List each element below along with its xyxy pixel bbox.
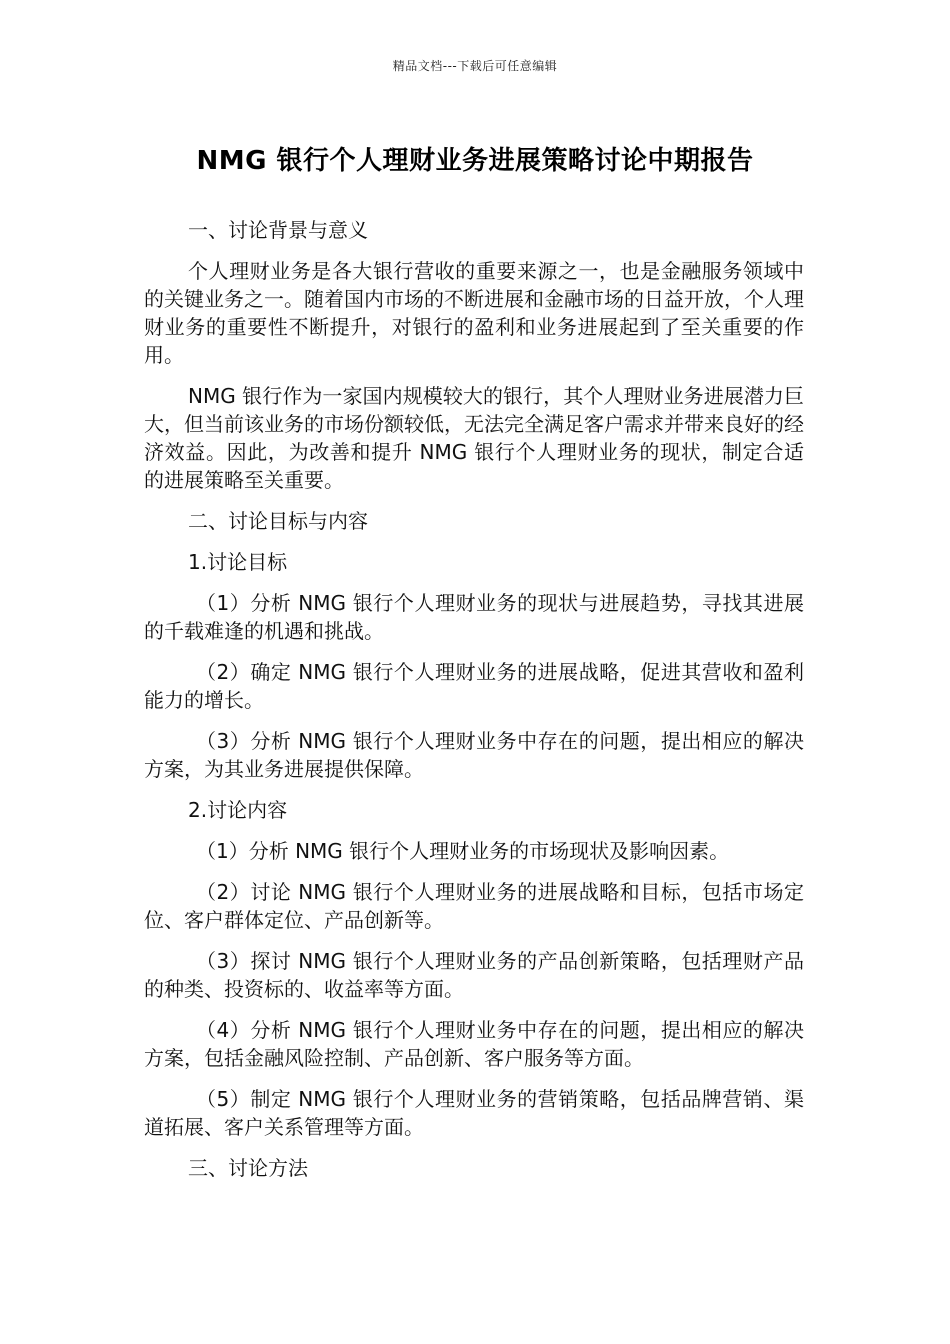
subsection-heading-content: 2.讨论内容 bbox=[188, 798, 288, 822]
section-heading-background: 一、讨论背景与意义 bbox=[188, 218, 368, 242]
section-heading-goals: 二、讨论目标与内容 bbox=[188, 509, 368, 533]
document-body bbox=[144, 216, 804, 1195]
body-paragraph: 个人理财业务是各大银行营收的重要来源之一，也是金融服务领域中的关键业务之一。随着国内市场的不断进展和金融市场的日益开放，个人理财业务的重要性不断提升，对银行的盈利和业务进展起到了至关重要的作用。 bbox=[144, 259, 804, 367]
list-item: （1）分析 NMG 银行个人理财业务的现状与进展趋势，寻找其进展的千载难逢的机遇和挑战。 bbox=[144, 591, 804, 643]
list-item: （2）确定 NMG 银行个人理财业务的进展战略，促进其营收和盈利能力的增长。 bbox=[144, 660, 804, 712]
list-item: （3）分析 NMG 银行个人理财业务中存在的问题，提出相应的解决方案，为其业务进展提供保障。 bbox=[144, 729, 804, 781]
list-item: （4）分析 NMG 银行个人理财业务中存在的问题，提出相应的解决方案，包括金融风险控制、产品创新、客户服务等方面。 bbox=[144, 1018, 804, 1070]
list-item: （2）讨论 NMG 银行个人理财业务的进展战略和目标，包括市场定位、客户群体定位、产品创新等。 bbox=[144, 880, 804, 932]
header-note: 精品文档---下载后可任意编辑 bbox=[392, 59, 558, 73]
list-item: （3）探讨 NMG 银行个人理财业务的产品创新策略，包括理财产品的种类、投资标的、收益率等方面。 bbox=[144, 949, 804, 1001]
subsection-heading-goals: 1.讨论目标 bbox=[188, 550, 288, 574]
section-heading-methods: 三、讨论方法 bbox=[188, 1156, 308, 1180]
body-paragraph: NMG 银行作为一家国内规模较大的银行，其个人理财业务进展潜力巨大，但当前该业务的市场份额较低，无法完全满足客户需求并带来良好的经济效益。因此，为改善和提升 NMG 银行个人理财业务的现状，制定合适的进展策略至关重要。 bbox=[144, 384, 804, 492]
list-item: （5）制定 NMG 银行个人理财业务的营销策略，包括品牌营销、渠道拓展、客户关系管理等方面。 bbox=[144, 1087, 804, 1139]
list-item: （1）分析 NMG 银行个人理财业务的市场现状及影响因素。 bbox=[196, 839, 730, 863]
document-title: NMG 银行个人理财业务进展策略讨论中期报告 bbox=[196, 146, 754, 176]
